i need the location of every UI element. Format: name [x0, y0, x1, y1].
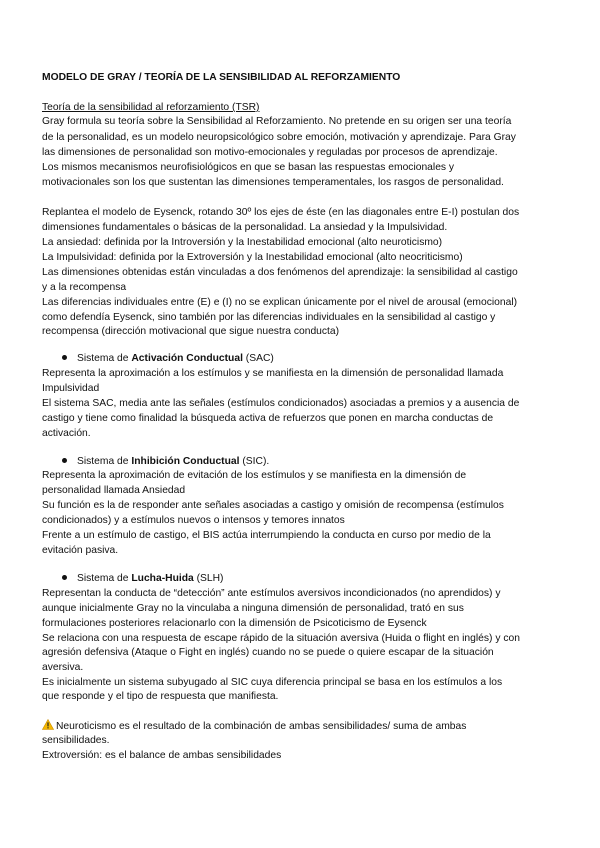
closing-text: Neuroticismo es el resultado de la combinación de ambas sensibilidades/ suma de ambas	[56, 721, 467, 732]
intro-line: las dimensiones de personalidad son motivo-emocionales y reguladas por procesos de aprendizaje.	[42, 147, 498, 158]
intro-line: Gray formula su teoría sobre la Sensibilidad al Reforzamiento. No pretende en su origen ser una teoría	[42, 116, 512, 127]
eysenck-line: y a la recompensa	[42, 282, 127, 293]
slh-suffix: (SLH)	[193, 573, 224, 584]
eysenck-line: La Impulsividad: definida por la Extroversión y la Inestabilidad emocional (alto neocriticismo)	[42, 252, 463, 263]
intro-line: motivacionales son los que sustentan las dimensiones temperamentales, los rasgos de personalidad.	[42, 177, 504, 188]
page-title: MODELO DE GRAY / TEORÍA DE LA SENSIBILIDAD AL REFORZAMIENTO	[42, 72, 401, 83]
closing-line: Extroversión: es el balance de ambas sensibilidades	[42, 750, 282, 761]
eysenck-line: Las diferencias individuales entre (E) e (I) no se explican únicamente por el nivel de arousal (emocional)	[42, 297, 518, 308]
eysenck-line: como defendía Eysenck, sino también por las diferencias individuales en la sensibilidad al castigo y	[42, 312, 496, 323]
section-heading: Teoría de la sensibilidad al reforzamiento (TSR)	[42, 102, 260, 113]
closing-line: sensibilidades.	[42, 735, 110, 746]
sac-name: Activación Conductual	[131, 353, 243, 364]
sic-line: evitación pasiva.	[42, 545, 119, 556]
slh-prefix: Sistema de	[77, 573, 132, 584]
sac-suffix: (SAC)	[242, 353, 274, 364]
eysenck-line: Replantea el modelo de Eysenck, rotando 30º los ejes de éste (en las diagonales entre E-I) postulan dos	[42, 207, 520, 218]
sac-line: activación.	[42, 428, 91, 439]
sic-line: Frente a un estímulo de castigo, el BIS actúa interrumpiendo la conducta en curso por medio de la	[42, 530, 491, 541]
bullet-dot-icon	[62, 575, 67, 580]
sic-line: Representa la aproximación de evitación de los estímulos y se manifiesta en la dimensión de	[42, 470, 467, 481]
sic-name: Inhibición Conductual	[131, 456, 240, 467]
closing-line	[42, 719, 466, 734]
slh-line: aunque inicialmente Gray no la vinculaba a ninguna dimensión de personalidad, trató en sus	[42, 603, 464, 614]
slh-line: aversiva.	[42, 662, 84, 673]
slh-line: agresión defensiva (Ataque o Fight en inglés) cuando no se puede o quiere escapar de la situación	[42, 647, 494, 658]
eysenck-line: La ansiedad: definida por la Introversión y la Inestabilidad emocional (alto neuroticismo)	[42, 237, 443, 248]
warning-icon	[42, 719, 54, 730]
sac-line: Representa la aproximación a los estímulos y se manifiesta en la dimensión de personalidad llamada	[42, 368, 504, 379]
eysenck-line: recompensa (dirección motivacional que sigue nuestra conducta)	[42, 326, 340, 337]
slh-line: formulaciones posteriores relacionarlo con la dimensión de Psicoticismo de Eysenck	[42, 618, 427, 629]
intro-line: de la personalidad, es un modelo neuropsicológico sobre emoción, motivación y aprendizaje. Para Gray	[42, 132, 516, 143]
bullet-sic	[62, 455, 269, 469]
intro-line: Los mismos mecanismos neurofisiológicos en que se basan las respuestas emocionales y	[42, 162, 455, 173]
sic-suffix: (SIC).	[239, 456, 270, 467]
slh-line: Es inicialmente un sistema subyugado al SIC cuya diferencia principal se basa en los estímulos a los	[42, 677, 503, 688]
bullet-dot-icon	[62, 458, 67, 463]
eysenck-line: Las dimensiones obtenidas están vinculadas a dos fenómenos del aprendizaje: la sensibilidad al castigo	[42, 267, 518, 278]
slh-line: Representan la conducta de “detección” ante estímulos aversivos incondicionados (no aprendidos) y	[42, 588, 501, 599]
sic-line: Su función es la de responder ante señales asociadas a castigo y omisión de recompensa (estímulos	[42, 500, 504, 511]
bullet-slh	[62, 572, 223, 586]
sic-line: personalidad llamada Ansiedad	[42, 485, 186, 496]
slh-line: Se relaciona con una respuesta de escape rápido de la situación aversiva (Huida o flight en inglés) y con	[42, 633, 520, 644]
slh-line: que responde y el tipo de respuesta que manifiesta.	[42, 691, 279, 702]
eysenck-line: dimensiones fundamentales o básicas de la personalidad. La ansiedad y la Impulsividad.	[42, 222, 448, 233]
sac-line: Impulsividad	[42, 383, 100, 394]
slh-name: Lucha-Huida	[131, 573, 194, 584]
sic-line: condicionados) y a estímulos nuevos o intensos y temores innatos	[42, 515, 345, 526]
sac-line: El sistema SAC, media ante las señales (estímulos condicionados) asociadas a premios y a ausencia de	[42, 398, 520, 409]
bullet-dot-icon	[62, 355, 67, 360]
bullet-sac	[62, 352, 274, 366]
sic-prefix: Sistema de	[77, 456, 132, 467]
sac-prefix: Sistema de	[77, 353, 132, 364]
sac-line: castigo y tiene como finalidad la búsqueda activa de refuerzos que ponen en marcha conductas de	[42, 413, 494, 424]
